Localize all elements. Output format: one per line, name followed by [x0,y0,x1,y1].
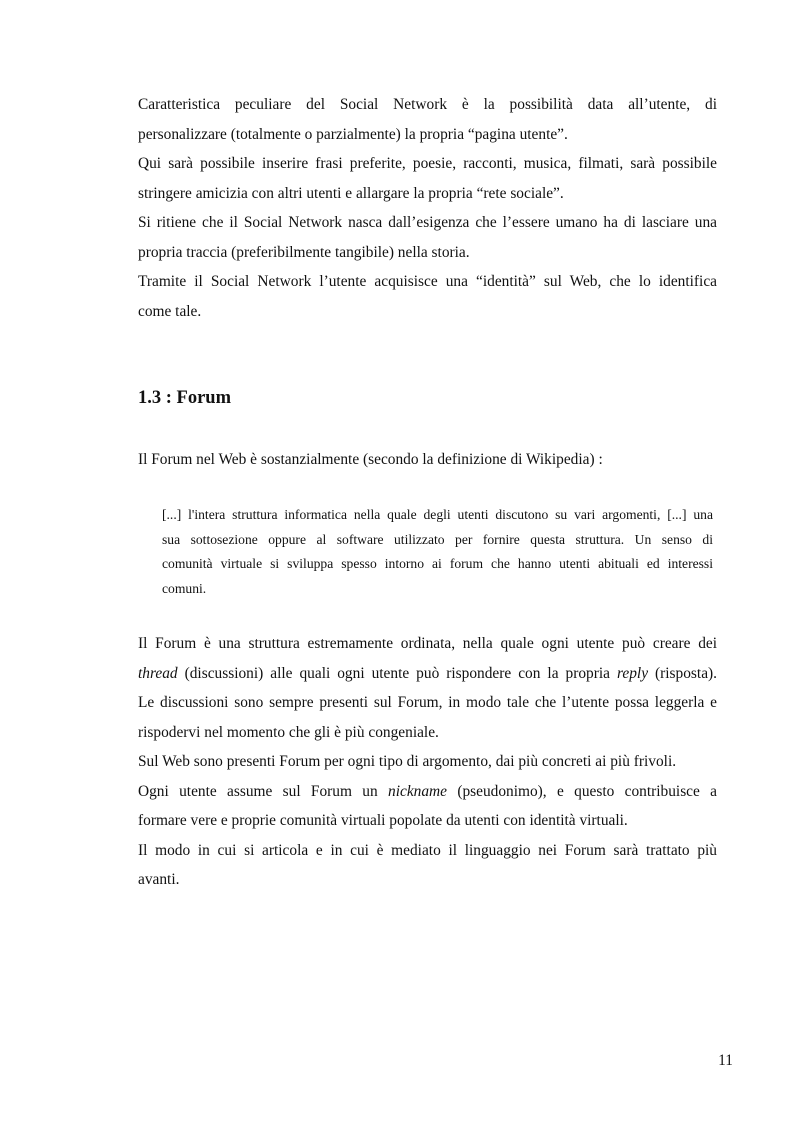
text-fragment: (risposta). [648,664,717,682]
text-fragment: (discussioni) alle quali ogni utente può rispondere con la propria [177,664,617,682]
text-line: Il modo in cui si articola e in cui è mediato il linguaggio nei Forum sarà trattato più [138,841,717,859]
intro-paragraphs [138,90,717,326]
text-line: Sul Web sono presenti Forum per ogni tipo di argomento, dai più concreti ai più frivoli. [138,753,677,770]
quote-line: comunità virtuale si sviluppa spesso intorno ai forum che hanno utenti abituali ed interessi [162,556,713,571]
text-line: rispodervi nel momento che gli è più congeniale. [138,723,439,741]
quote-line: sua sottosezione oppure al software utilizzato per fornire questa struttura. Un senso di [162,531,713,547]
term-reply: reply [616,664,649,682]
text-line: avanti. [138,871,180,888]
text-line [138,777,717,807]
text-line: stringere amicizia con altri utenti e allargare la propria “rete sociale”. [138,184,564,202]
text-line [138,659,717,689]
text-line: Il Forum è una struttura estremamente ordinata, nella quale ogni utente può creare dei [138,635,717,652]
text-fragment: (pseudonimo), e questo contribuisce a [447,782,717,800]
forum-paragraphs [138,629,717,895]
text-line: Caratteristica peculiare del Social Network è la possibilità data all’utente, di [138,96,717,113]
text-line: Le discussioni sono sempre presenti sul Forum, in modo tale che l’utente possa leggerla e [138,694,717,711]
text-line: propria traccia (preferibilmente tangibile) nella storia. [138,243,470,261]
text-fragment: Ogni utente assume sul Forum un [138,782,389,800]
section-heading: 1.3 : Forum [138,388,231,408]
text-line: Qui sarà possibile inserire frasi preferite, poesie, racconti, musica, filmati, sarà possibile [138,155,717,172]
text-line: come tale. [138,302,202,320]
wikipedia-quote [162,503,713,601]
quote-line: [...] l'intera struttura informatica nella quale degli utenti discutono su vari argomenti, [...] una [162,507,713,522]
section-lead: Il Forum nel Web è sostanzialmente (secondo la definizione di Wikipedia) : [138,451,603,468]
quote-line: comuni. [162,580,207,596]
text-line: personalizzare (totalmente o parzialmente) la propria “pagina utente”. [138,125,568,143]
text-line: Tramite il Social Network l’utente acquisisce una “identità” sul Web, che lo identifica [138,273,717,290]
term-nickname: nickname [388,782,447,800]
text-line: Si ritiene che il Social Network nasca dall’esigenza che l’essere umano ha di lasciare una [138,214,717,231]
text-line: formare vere e proprie comunità virtuali popolate da utenti con identità virtuali. [138,812,628,829]
page-number: 11 [718,1052,733,1069]
term-thread: thread [138,664,178,682]
